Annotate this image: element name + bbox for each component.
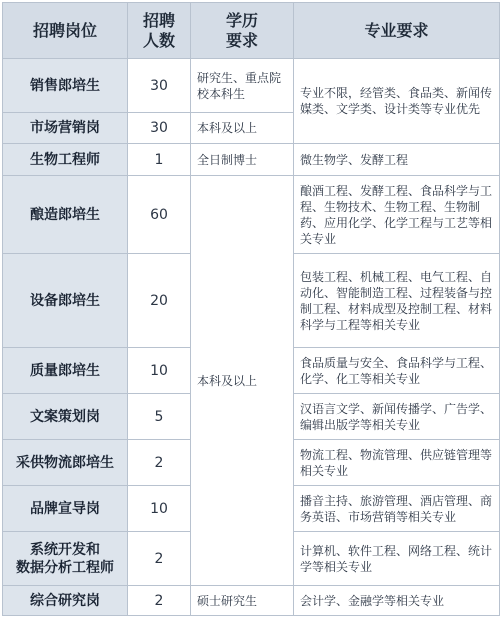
education-cell: 本科及以上 xyxy=(191,176,294,586)
count-cell: 1 xyxy=(128,144,191,176)
table-row xyxy=(3,59,500,113)
major-cell: 汉语言文学、新闻传播学、广告学、编辑出版学等相关专业 xyxy=(294,394,500,440)
header-row xyxy=(3,3,500,59)
major-cell: 酿酒工程、发酵工程、食品科学与工程、生物技术、生物工程、生物制药、应用化学、化学工程与工艺等相关专业 xyxy=(294,176,500,254)
position-line1: 系统开发和 xyxy=(30,541,100,558)
major-cell: 食品质量与安全、食品科学与工程、化学、化工等相关专业 xyxy=(294,348,500,394)
header-edu-line2: 要求 xyxy=(225,30,258,50)
header-count-line2: 人数 xyxy=(142,30,175,50)
position-cell: 销售郎培生 xyxy=(3,59,128,113)
education-cell: 全日制博士 xyxy=(191,144,294,176)
header-edu-line1: 学历 xyxy=(225,10,258,30)
count-cell: 20 xyxy=(128,254,191,348)
header-position: 招聘岗位 xyxy=(3,3,128,59)
count-cell: 2 xyxy=(128,586,191,616)
position-cell: 品牌宣导岗 xyxy=(3,486,128,532)
position-cell: 综合研究岗 xyxy=(3,586,128,616)
table-row xyxy=(3,176,500,254)
position-cell: 质量郎培生 xyxy=(3,348,128,394)
position-cell: 设备郎培生 xyxy=(3,254,128,348)
position-cell: 文案策划岗 xyxy=(3,394,128,440)
table-row xyxy=(3,586,500,616)
major-cell: 物流工程、物流管理、供应链管理等相关专业 xyxy=(294,440,500,486)
major-cell: 包装工程、机械工程、电气工程、自动化、智能制造工程、过程装备与控制工程、材料成型及控制工程、材料科学与工程等相关专业 xyxy=(294,254,500,348)
position-cell xyxy=(3,532,128,586)
header-count xyxy=(128,3,191,59)
count-cell: 10 xyxy=(128,486,191,532)
education-cell: 研究生、重点院校本科生 xyxy=(191,59,294,113)
position-cell: 生物工程师 xyxy=(3,144,128,176)
count-cell: 60 xyxy=(128,176,191,254)
recruitment-table xyxy=(2,2,500,616)
count-cell: 30 xyxy=(128,113,191,144)
major-cell: 专业不限，经管类、食品类、新闻传媒类、文学类、设计类等专业优先 xyxy=(294,59,500,144)
major-cell: 播音主持、旅游管理、酒店管理、商务英语、市场营销等相关专业 xyxy=(294,486,500,532)
major-cell: 计算机、软件工程、网络工程、统计学等相关专业 xyxy=(294,532,500,586)
count-cell: 2 xyxy=(128,440,191,486)
count-cell: 10 xyxy=(128,348,191,394)
count-cell: 5 xyxy=(128,394,191,440)
count-cell: 2 xyxy=(128,532,191,586)
education-cell: 本科及以上 xyxy=(191,113,294,144)
major-cell: 会计学、金融学等相关专业 xyxy=(294,586,500,616)
education-cell: 硕士研究生 xyxy=(191,586,294,616)
table-row xyxy=(3,144,500,176)
count-cell: 30 xyxy=(128,59,191,113)
position-cell: 酿造郎培生 xyxy=(3,176,128,254)
position-cell: 采供物流郎培生 xyxy=(3,440,128,486)
header-major: 专业要求 xyxy=(294,3,500,59)
header-education xyxy=(191,3,294,59)
major-cell: 微生物学、发酵工程 xyxy=(294,144,500,176)
position-line2: 数据分析工程师 xyxy=(16,559,114,576)
header-count-line1: 招聘 xyxy=(142,10,175,30)
position-cell: 市场营销岗 xyxy=(3,113,128,144)
